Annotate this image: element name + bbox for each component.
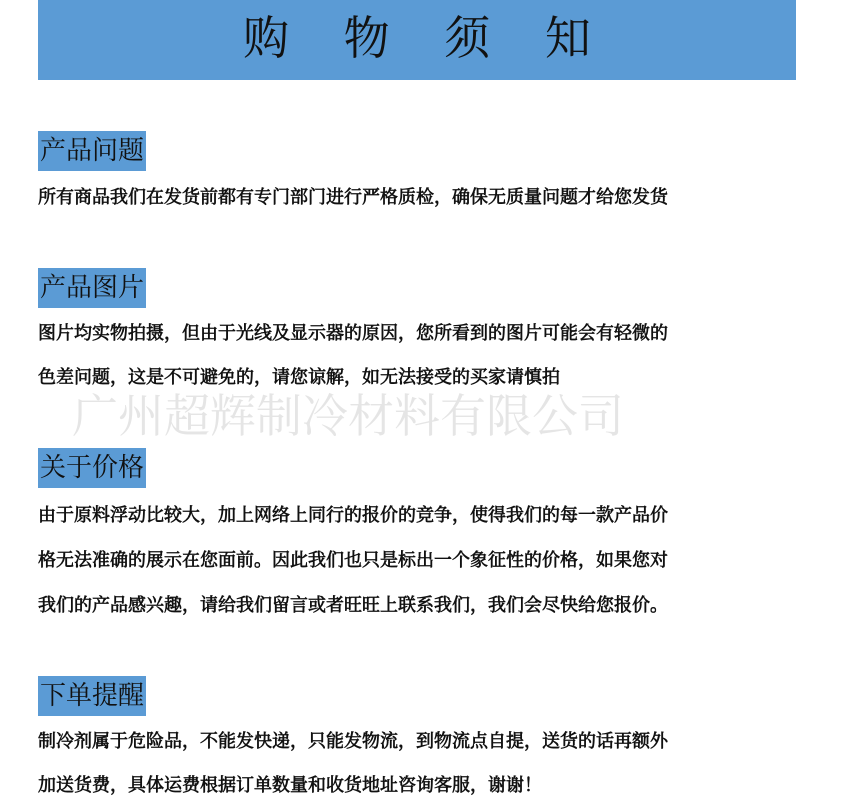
section-text-line: 格无法准确的展示在您面前。因此我们也只是标出一个象征性的价格，如果您对: [38, 550, 668, 571]
company-watermark: 广州超辉制冷材料有限公司: [72, 389, 624, 443]
section-text-line: 加送货费，具体运费根据订单数量和收货地址咨询客服，谢谢！: [38, 775, 542, 796]
section-text-line: 制冷剂属于危险品，不能发快递，只能发物流，到物流点自提，送货的话再额外: [38, 731, 668, 752]
section-heading-product-issues: 产品问题: [38, 131, 146, 171]
title-banner: [38, 0, 796, 80]
section-text-line: 我们的产品感兴趣，请给我们留言或者旺旺上联系我们，我们会尽快给您报价。: [38, 595, 668, 616]
section-heading-product-images: 产品图片: [38, 268, 146, 308]
section-text-line: 所有商品我们在发货前都有专门部门进行严格质检，确保无质量问题才给您发货: [38, 187, 668, 208]
section-heading-order-reminder: 下单提醒: [38, 676, 146, 716]
section-heading-pricing: 关于价格: [38, 448, 146, 488]
section-text-line: 图片均实物拍摄，但由于光线及显示器的原因，您所看到的图片可能会有轻微的: [38, 323, 668, 344]
section-text-line: 由于原料浮动比较大，加上网络上同行的报价的竞争，使得我们的每一款产品价: [38, 505, 668, 526]
section-text-line: 色差问题，这是不可避免的，请您谅解，如无法接受的买家请慎拍: [38, 367, 560, 388]
page-title: 购 物 须 知: [243, 11, 611, 65]
